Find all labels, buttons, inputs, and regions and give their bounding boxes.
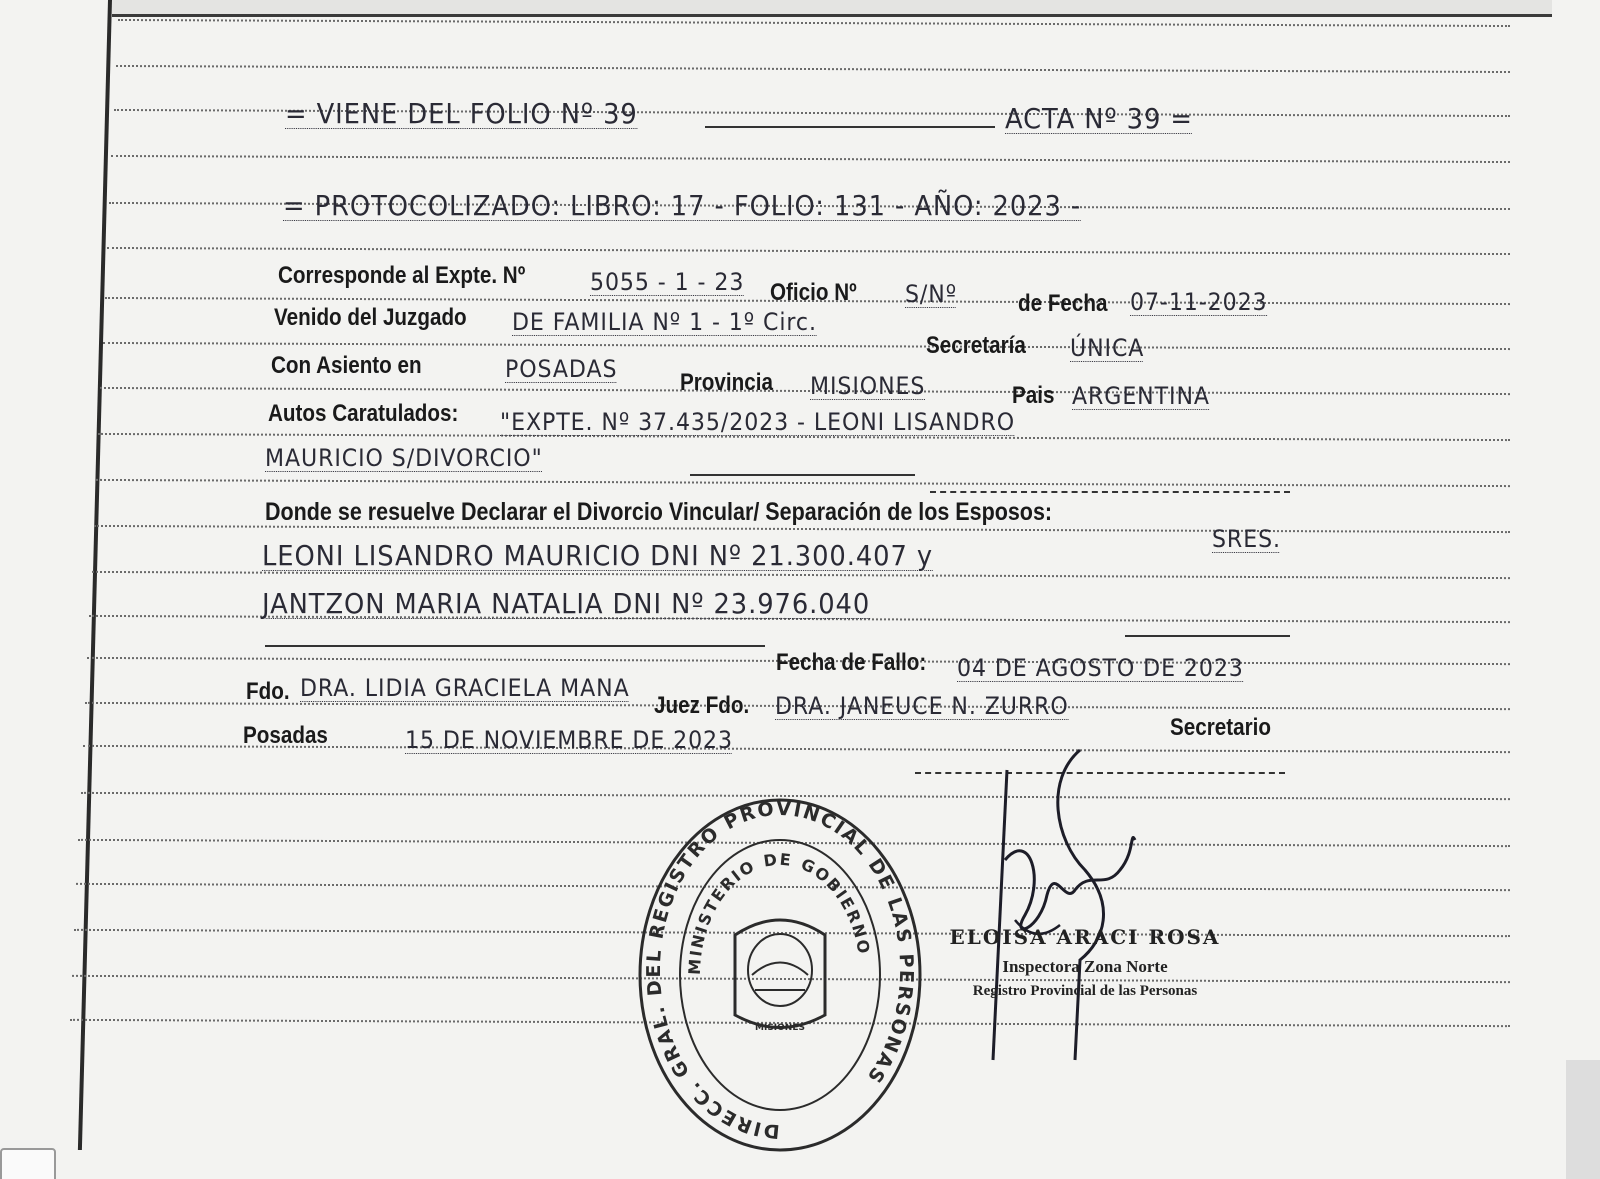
svg-text:MINISTERIO DE GOBIERNO	[685, 850, 874, 976]
fdo-label: Fdo.	[246, 678, 290, 705]
autos-label: Autos Caratulados:	[268, 400, 459, 427]
venido-label: Venido del Juzgado	[274, 304, 467, 331]
esposos-rule	[265, 645, 765, 647]
ruled-line	[107, 247, 1510, 255]
autos-rule-2	[930, 491, 1290, 493]
pais-label: Pais	[1012, 382, 1055, 409]
acta-number: ACTA Nº 39 =	[1005, 102, 1193, 135]
stamp-outer-text: DIRECC. GRAL. DEL REGISTRO PROVINCIAL DE LAS PERSONAS	[643, 797, 918, 1143]
ruled-line	[96, 479, 1510, 487]
juez-label: Juez Fdo.	[654, 692, 750, 719]
provincia-value: MISIONES	[810, 372, 926, 400]
asiento-value: POSADAS	[505, 355, 618, 383]
ruled-line	[100, 387, 1510, 395]
ruled-line	[103, 342, 1510, 350]
inspector-office: Registro Provincial de las Personas	[972, 983, 1198, 999]
expte-number: 5055 - 1 - 23	[590, 268, 745, 296]
ruled-line	[92, 571, 1510, 579]
esposos-rule-2	[1125, 635, 1290, 637]
ruled-line	[118, 19, 1510, 27]
official-seal-stamp	[630, 790, 930, 1160]
inspector-seal	[935, 925, 1235, 1000]
inspector-title: Inspectora Zona Norte	[1002, 957, 1168, 976]
stamp-inner-text: MINISTERIO DE GOBIERNO	[684, 849, 874, 976]
ruled-line	[111, 155, 1510, 163]
asiento-label: Con Asiento en	[271, 352, 422, 379]
esposo-2: JANTZON MARIA NATALIA DNI Nº 23.976.040	[262, 587, 871, 620]
oficio-label: Oficio Nº	[770, 279, 857, 306]
page-shadow	[1566, 1060, 1600, 1179]
viene-del-folio: = VIENE DEL FOLIO Nº 39	[285, 97, 638, 130]
autos-value-line-1: "EXPTE. Nº 37.435/2023 - LEONI LISANDRO	[500, 408, 1015, 436]
autos-rule	[690, 474, 915, 476]
header-rule	[705, 126, 995, 128]
protocolizado-line: = PROTOCOLIZADO: LIBRO: 17 - FOLIO: 131 - AÑO: 2023 -	[283, 189, 1082, 222]
lugar-fecha-value: 15 DE NOVIEMBRE DE 2023	[405, 726, 733, 754]
inspector-name: ELOISA ARACI ROSA	[949, 925, 1221, 949]
crest-icon	[735, 920, 825, 1028]
juez-value: DRA. LIDIA GRACIELA MANA	[300, 674, 630, 702]
fecha-label: de Fecha	[1018, 290, 1108, 317]
ruled-line	[116, 65, 1510, 73]
fecha-fallo-label: Fecha de Fallo:	[776, 649, 927, 676]
oficio-number: S/Nº	[905, 280, 958, 308]
provincia-label: Provincia	[680, 369, 773, 396]
fecha-fallo-value: 04 DE AGOSTO DE 2023	[957, 654, 1244, 682]
esposos-prefix: SRES.	[1212, 525, 1281, 553]
handwritten-signature	[985, 690, 1185, 1090]
donde-label: Donde se resuelve Declarar el Divorcio Vincular/ Separación de los Esposos:	[265, 498, 1053, 526]
secretaria-label: Secretaría	[926, 332, 1026, 359]
juzgado-value: DE FAMILIA Nº 1 - 1º Circ.	[512, 308, 817, 336]
secretaria-value: ÚNICA	[1070, 334, 1145, 362]
corner-tab	[0, 1148, 56, 1179]
pais-value: ARGENTINA	[1072, 382, 1210, 410]
autos-value-line-2: MAURICIO S/DIVORCIO"	[265, 444, 543, 472]
secretario-label: Secretario	[1170, 714, 1271, 741]
crest-text: MISIONES	[755, 1023, 805, 1033]
secretario-value: DRA. JANEUCE N. ZURRO	[775, 692, 1069, 720]
corresponde-label: Corresponde al Expte. Nº	[278, 262, 526, 289]
esposo-1: LEONI LISANDRO MAURICIO DNI Nº 21.300.407 y	[262, 539, 934, 572]
lugar-label: Posadas	[243, 722, 328, 749]
fecha-value: 07-11-2023	[1130, 288, 1268, 316]
ruled-line	[94, 525, 1510, 533]
